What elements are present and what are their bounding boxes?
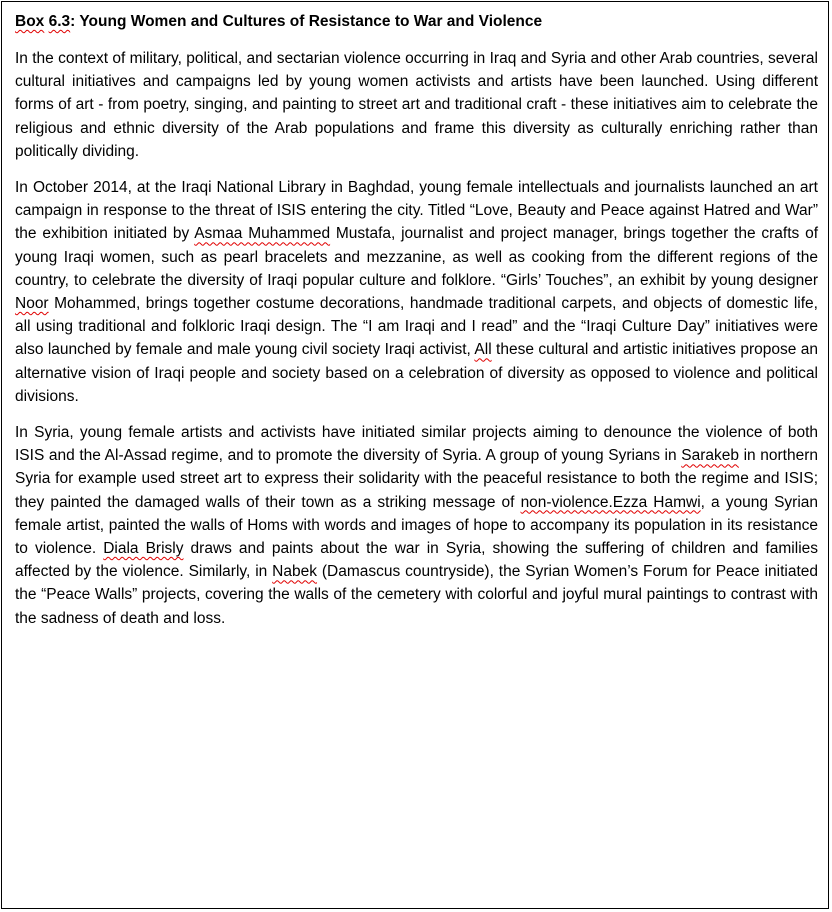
paragraph (15, 47, 818, 163)
paragraph-text: draws and paints about the war in Syria, showing the suffering of children and families affected by the violence. Similarly, in (15, 540, 819, 581)
paragraph-text: Mohammed, brings together costume decorations, handmade traditional carpets, and objects of domestic life, all using traditional and folkloric Iraqi design. The “I am Iraqi and I read” and the “Iraqi Culture Day” initiatives were also launched by female and male young civil society Iraqi activist, (15, 295, 818, 359)
box-label: Box (15, 13, 45, 30)
paragraph-text: , a young Syrian female artist, painted the walls of Homs with words and images of hope to accompany its population in its resistance to violence. (15, 493, 819, 558)
paragraph-text: In the context of military, political, and sectarian violence occurring in Iraq and Syria and other Arab countries, several cultural initiatives and campaigns led by young women activists and artists have been launched. Using different forms of art - from poetry, singing, and painting to street art and traditional craft - these initiatives aim to celebrate the religious and ethnic diversity of the Arab populations and frame this diversity as culturally enriching rather than politically dividing. (15, 50, 818, 160)
box-number: 6.3 (48, 13, 71, 30)
paragraph-text: In Syria, young female artists and activists have initiated similar projects aiming to denounce the violence of both ISIS and the Al-Assad regime, and to promote the diversity of Syria. A group of young Syrians in (15, 424, 818, 465)
spellcheck-flagged-word: Asmaa Muhammed (194, 225, 331, 243)
spellcheck-flagged-word: non-violence.Ezza Hamwi (520, 493, 701, 511)
paragraph-text: Mustafa, journalist and project manager, brings together the crafts of young Iraqi women, such as pearl bracelets and mezzanine, as well as cooking from the different regions of the country, to celebrate the diversity of Iraqi popular culture and folklore. “Girls’ Touches”, an exhibit by young designer (15, 225, 819, 289)
spellcheck-flagged-word: All (474, 341, 492, 359)
paragraph-text: In October 2014, at the Iraqi National Library in Baghdad, young female intellectuals and journalists launched an art campaign in response to the threat of ISIS entering the city. Titled “Love, Beauty and Peace against Hatred and War” the exhibition initiated by (15, 179, 818, 243)
box-title (15, 10, 818, 34)
paragraph-text: (Damascus countryside), the Syrian Women’s Forum for Peace initiated the “Peace Walls” projects, covering the walls of the cemetery with colorful and joyful mural paintings to contrast with the sadness of death and loss. (15, 563, 818, 627)
paragraph-text: these cultural and artistic initiatives propose an alternative vision of Iraqi people and society based on a celebration of diversity as opposed to violence and political divisions. (15, 341, 818, 405)
box-content (15, 10, 818, 643)
spellcheck-flagged-word: Sarakeb (681, 447, 739, 465)
spellcheck-flagged-word: Nabek (272, 563, 317, 581)
spellcheck-flagged-word: Noor (15, 295, 49, 313)
paragraph-text: in northern Syria for example used street art to express their solidarity with the peaceful resistance to both the regime and ISIS; they painted the damaged walls of their town as a striking message of (15, 447, 818, 511)
box-title-text: : Young Women and Cultures of Resistance to War and Violence (70, 13, 543, 30)
paragraph-list (15, 47, 818, 630)
paragraph (15, 176, 818, 408)
text-box (1, 1, 829, 909)
paragraph (15, 421, 818, 630)
spellcheck-flagged-word: Diala Brisly (103, 540, 184, 558)
